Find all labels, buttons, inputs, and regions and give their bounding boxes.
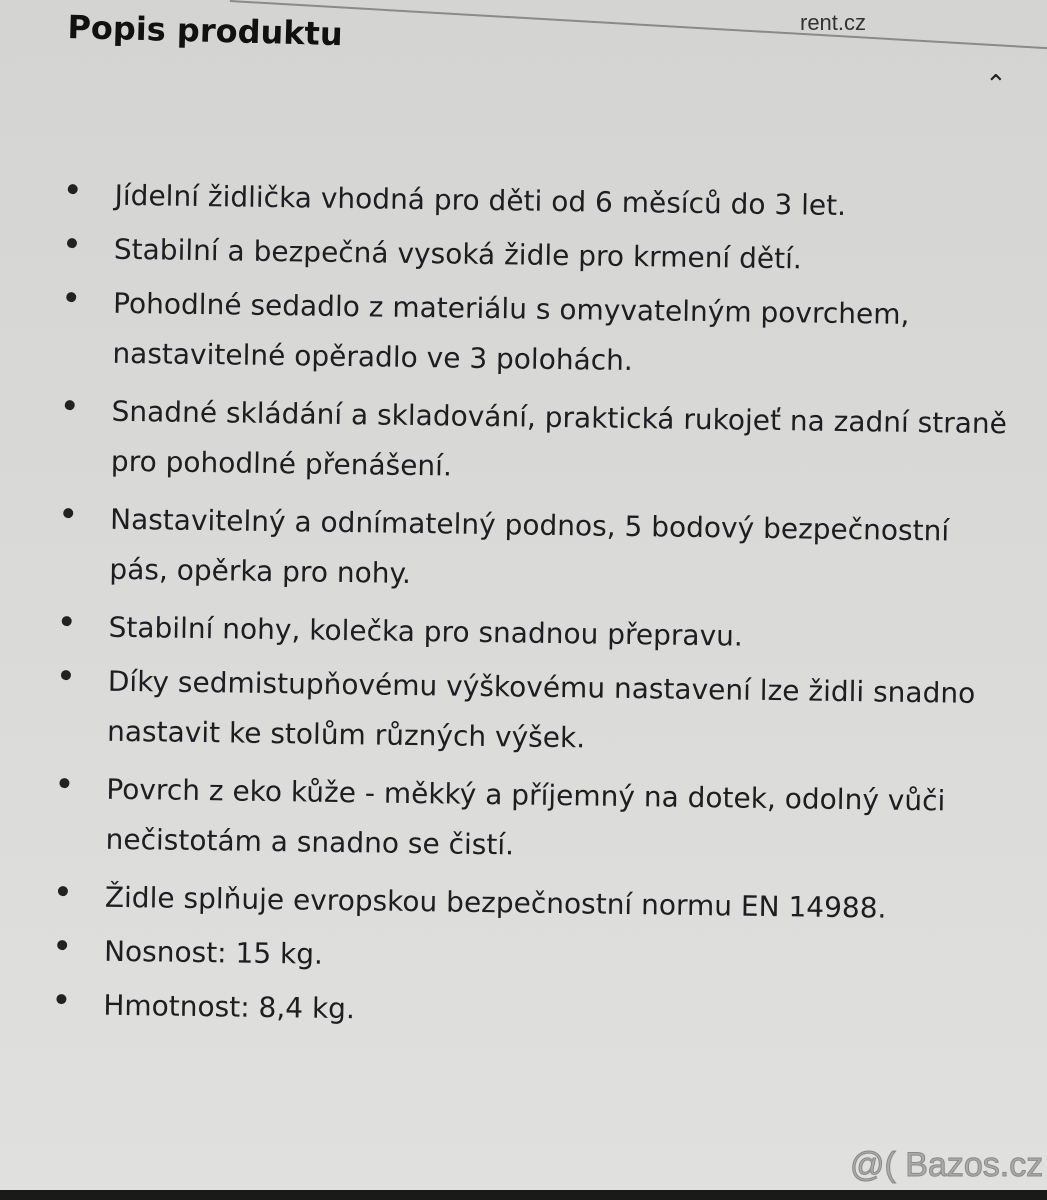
list-item: Jídelní židlička vhodná pro děti od 6 měsíců do 3 let.: [59, 170, 1020, 233]
list-item: Povrch z eko kůže - měkký a příjemný na dotek, odolný vůči nečistotám a snadno se čistí.: [50, 764, 1011, 877]
list-item: Pohodlné sedadlo z materiálu s omyvatelným povrchem, nastavitelné opěradlo ve 3 polohách.: [57, 278, 1018, 391]
list-item: Židle splňuje evropskou bezpečnostní normu EN 14988.: [50, 872, 1011, 935]
header-divider: [230, 0, 1047, 54]
list-item: Hmotnost: 8,4 kg.: [48, 980, 1009, 1043]
site-name: rent.cz: [800, 10, 867, 35]
chevron-up-icon[interactable]: ⌃: [985, 70, 1007, 100]
watermark: @( Bazos.cz: [850, 1146, 1044, 1184]
screen-bezel: [0, 1190, 1047, 1200]
list-item: Díky sedmistupňovému výškovému nastavení lze židli snadno nastavit ke stolům různých výšek.: [52, 656, 1013, 769]
section-title: Popis produktu: [67, 8, 344, 54]
list-item: Snadné skládání a skladování, praktická rukojeť na zadní straně pro pohodlné přenášení.: [56, 386, 1017, 499]
list-item: Stabilní nohy, kolečka pro snadnou přepravu.: [53, 602, 1014, 665]
list-item: Stabilní a bezpečná vysoká židle pro krmení dětí.: [59, 224, 1020, 287]
list-item: Nosnost: 15 kg.: [49, 926, 1010, 989]
list-item: Nastavitelný a odnímatelný podnos, 5 bodový bezpečnostní pás, opěrka pro nohy.: [54, 494, 1015, 607]
description-list: [48, 170, 1020, 1047]
